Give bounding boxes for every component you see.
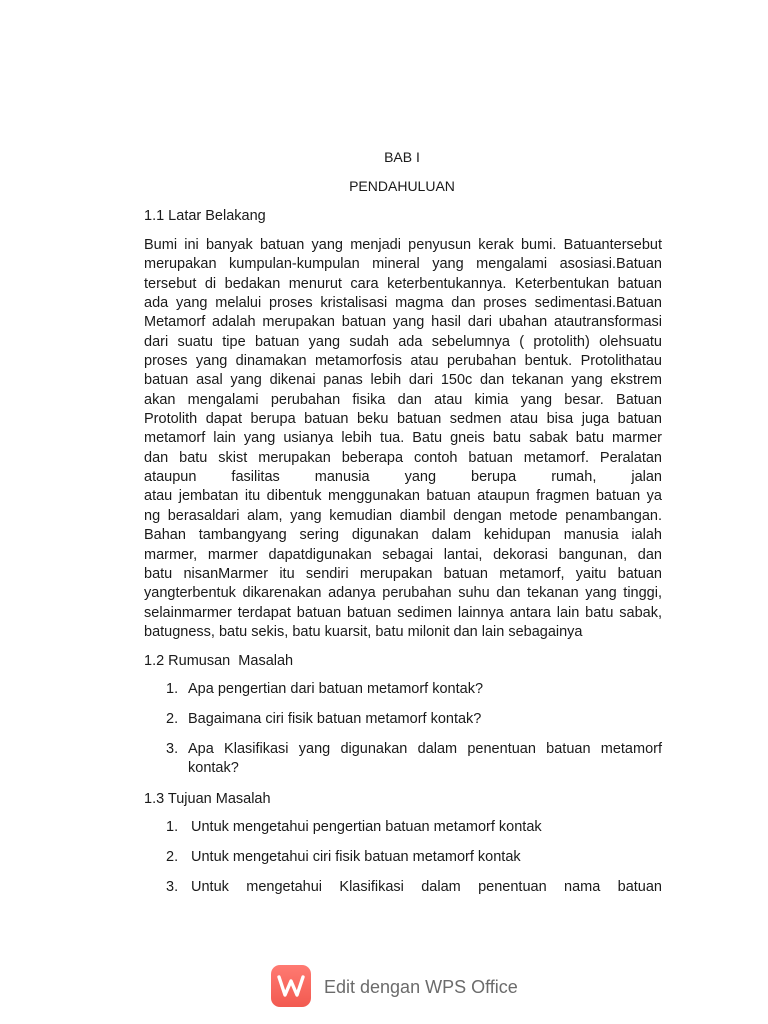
section-heading-rumusan-masalah: 1.2 Rumusan Masalah [144,653,294,669]
list-number: 3. [166,879,179,895]
list-number: 2. [166,711,179,727]
paragraph-line: marmer, marmer dapatdigunakan sebagai lantai, dekorasi bangunan, dan [144,546,662,563]
list-text: Bagaimana ciri fisik batuan metamorf kontak? [188,711,482,727]
wps-w-logo-icon [277,973,305,999]
list-text: Untuk mengetahui Klasifikasi dalam penentuan nama batuan [191,879,662,895]
wps-office-icon[interactable] [271,965,311,1007]
wps-edit-link[interactable]: Edit dengan WPS Office [324,977,518,997]
paragraph-line: akan mengalami perubahan fisika dan atau kimia yang besar. Batuan [144,391,662,408]
paragraph-line: Protolith dapat berupa batuan beku batuan sedmen atau bisa juga batuan [144,411,662,428]
paragraph-line: tersebut di bedakan menurut cara keterbentukannya. Keterbentukan batuan [144,275,662,292]
paragraph-line: Bumi ini banyak batuan yang menjadi penyusun kerak bumi. Batuantersebut [144,237,662,253]
paragraph-line: batu nisanMarmer itu sendiri merupakan batuan metamorf, yaitu batuan [144,565,662,582]
paragraph-line: atau jembatan itu dibentuk menggunakan batuan ataupun fragmen batuan ya [144,488,662,505]
section-heading-tujuan-masalah: 1.3 Tujuan Masalah [144,791,271,807]
paragraph-line: Metamorf adalah merupakan batuan yang hasil dari ubahan atautransformasi [144,314,662,331]
paragraph-line: batugness, batu sekis, batu kuarsit, batu milonit dan lain sebagainya [144,623,583,640]
list-number: 1. [166,819,179,835]
list-number: 2. [166,849,179,865]
list-number: 3. [166,741,179,757]
paragraph-line: proses yang dinamakan metamorfosis atau perubahan bentuk. Protolithatau [144,353,662,370]
paragraph-line: metamorf lain yang usianya lebih tua. Batu gneis batu sabak batu marmer [144,430,662,447]
paragraph-line: merupakan kumpulan-kumpulan mineral yang mengalami asosiasi.Batuan [144,256,662,273]
paragraph-line: Bahan tambangyang sering digunakan dalam kehidupan manusia ialah [144,527,662,544]
chapter-title: PENDAHULUAN [349,178,455,194]
paragraph-line: yangterbentuk dikarenakan adanya perubahan suhu dan tekanan yang tinggi, [144,585,662,602]
list-text: Untuk mengetahui ciri fisik batuan metamorf kontak [191,849,521,865]
list-text: Untuk mengetahui pengertian batuan metamorf kontak [191,819,542,835]
paragraph-line: selainmarmer terdapat batuan batuan sedimen lainnya antara lain batu sabak, [144,604,662,621]
paragraph-line: dari suatu tipe batuan yang sudah ada sebelumnya ( protolith) olehsuatu [144,333,662,350]
paragraph-line: ataupun fasilitas manusia yang berupa rumah, jalan [144,469,662,486]
paragraph-line: dan batu skist merupakan beberapa contoh batuan metamorf. Peralatan [144,449,662,466]
latar-belakang-paragraph [144,236,662,642]
paragraph-line: ada yang melalui proses kristalisasi magma dan proses sedimentasi.Batuan [144,295,662,312]
list-number: 1. [166,681,179,697]
list-text: Apa pengertian dari batuan metamorf kontak? [188,681,484,697]
paragraph-line: ng berasaldari alam, yang kemudian diambil dengan metode penambangan. [144,507,662,524]
section-heading-latar-belakang: 1.1 Latar Belakang [144,208,266,224]
list-text: Apa Klasifikasi yang digunakan dalam penentuan batuan metamorf kontak? [188,741,662,776]
paragraph-line: batuan asal yang dikenai panas lebih dari 150c dan tekanan yang ekstrem [144,372,662,389]
chapter-number: BAB I [384,149,420,165]
